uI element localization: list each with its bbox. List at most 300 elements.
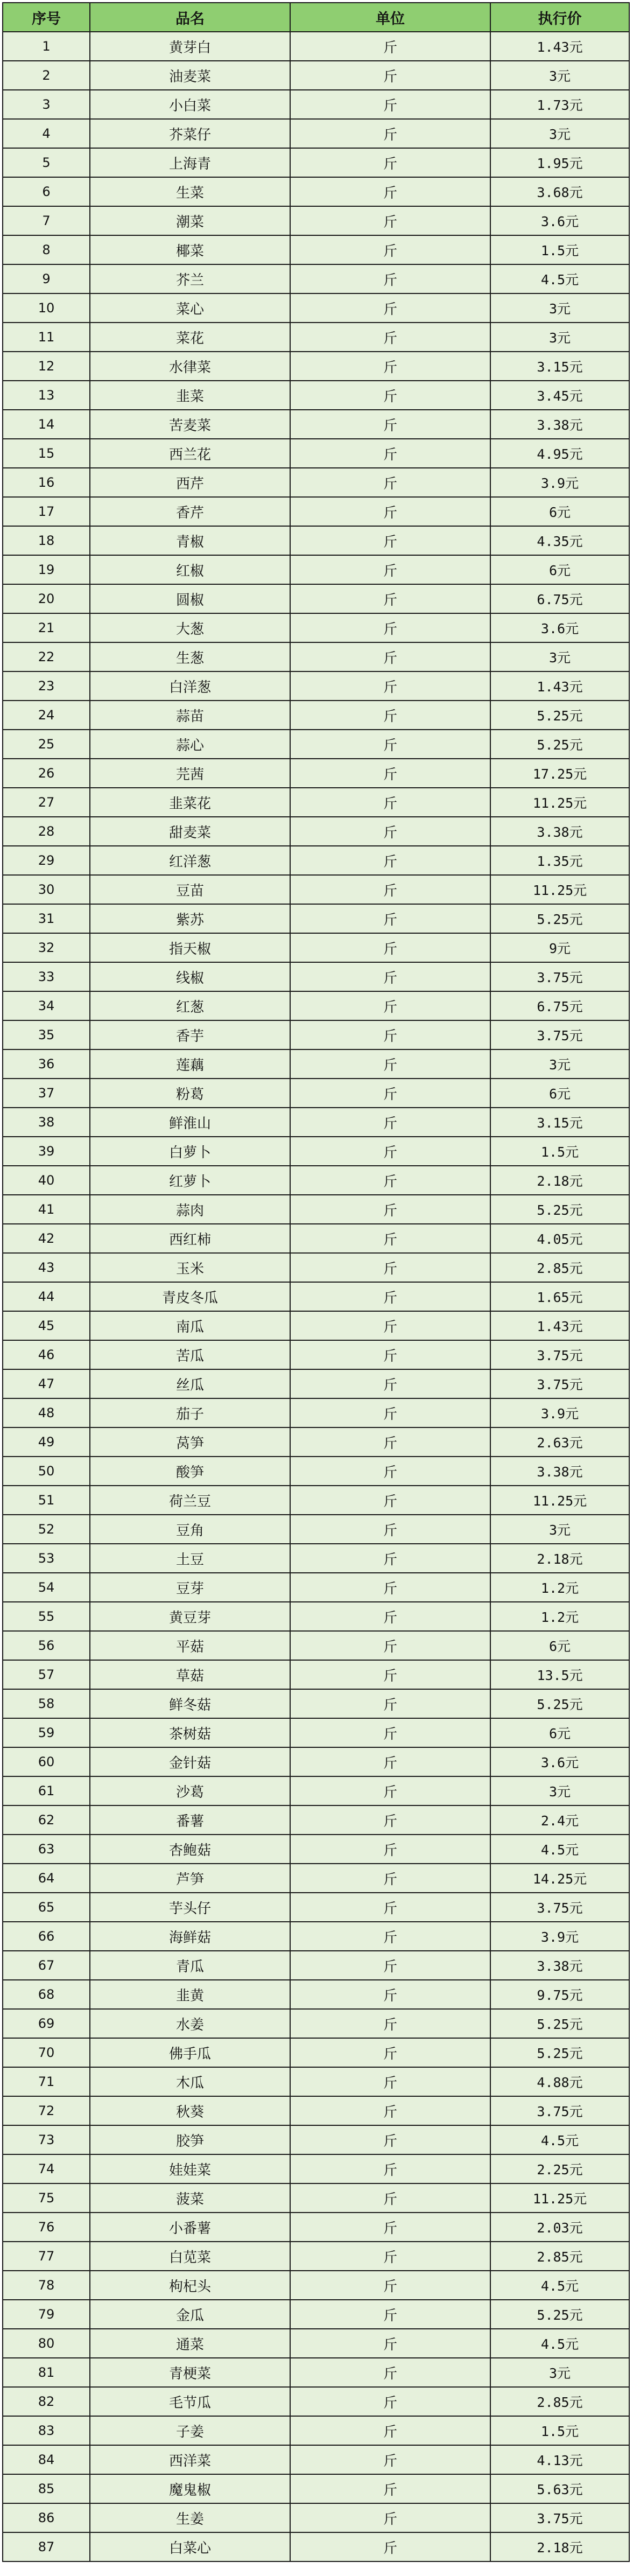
price-table <box>2 2 630 2562</box>
table-row <box>3 264 629 293</box>
row-price-cell: 3元 <box>490 323 629 352</box>
row-index-cell: 58 <box>3 1689 90 1718</box>
row-index-cell: 12 <box>3 352 90 381</box>
row-price-cell: 4.5元 <box>490 1835 629 1864</box>
row-price-cell: 3元 <box>490 119 629 148</box>
row-unit-cell: 斤 <box>290 2183 490 2213</box>
row-index-cell: 70 <box>3 2038 90 2067</box>
row-unit-cell: 斤 <box>290 1515 490 1544</box>
row-price-cell: 6元 <box>490 1631 629 1660</box>
row-index-cell: 40 <box>3 1166 90 1195</box>
row-name-cell: 蒜苗 <box>90 701 290 730</box>
row-index-cell: 44 <box>3 1282 90 1311</box>
row-price-cell: 1.65元 <box>490 1282 629 1311</box>
row-name-cell: 沙葛 <box>90 1776 290 1805</box>
row-name-cell: 红洋葱 <box>90 846 290 875</box>
row-index-cell: 18 <box>3 526 90 555</box>
row-price-cell: 3.75元 <box>490 1340 629 1369</box>
row-index-cell: 81 <box>3 2358 90 2387</box>
table-row <box>3 1166 629 1195</box>
table-row <box>3 1980 629 2009</box>
row-index-cell: 43 <box>3 1253 90 1282</box>
row-index-cell: 51 <box>3 1486 90 1515</box>
table-row <box>3 2329 629 2358</box>
row-index-cell: 78 <box>3 2271 90 2300</box>
header-name: 品名 <box>90 3 290 32</box>
row-unit-cell: 斤 <box>290 2387 490 2416</box>
row-index-cell: 9 <box>3 264 90 293</box>
row-name-cell: 粉葛 <box>90 1079 290 1108</box>
row-unit-cell: 斤 <box>290 439 490 468</box>
row-unit-cell: 斤 <box>290 1689 490 1718</box>
row-name-cell: 黄豆芽 <box>90 1602 290 1631</box>
row-unit-cell: 斤 <box>290 90 490 119</box>
price-sheet <box>2 2 630 2562</box>
row-name-cell: 蒜肉 <box>90 1195 290 1224</box>
row-price-cell: 3.38元 <box>490 410 629 439</box>
row-price-cell: 2.63元 <box>490 1427 629 1457</box>
row-unit-cell: 斤 <box>290 584 490 613</box>
row-unit-cell: 斤 <box>290 1805 490 1835</box>
row-price-cell: 3.45元 <box>490 381 629 410</box>
row-unit-cell: 斤 <box>290 991 490 1020</box>
row-unit-cell: 斤 <box>290 933 490 962</box>
row-name-cell: 生姜 <box>90 2503 290 2532</box>
table-row <box>3 1747 629 1776</box>
table-row <box>3 119 629 148</box>
table-row <box>3 555 629 584</box>
row-price-cell: 3.38元 <box>490 817 629 846</box>
header-index: 序号 <box>3 3 90 32</box>
row-index-cell: 75 <box>3 2183 90 2213</box>
row-name-cell: 木瓜 <box>90 2067 290 2096</box>
row-price-cell: 5.25元 <box>490 904 629 933</box>
row-price-cell: 11.25元 <box>490 788 629 817</box>
table-row <box>3 642 629 671</box>
row-unit-cell: 斤 <box>290 1747 490 1776</box>
row-price-cell: 3.38元 <box>490 1457 629 1486</box>
row-unit-cell: 斤 <box>290 788 490 817</box>
row-name-cell: 丝瓜 <box>90 1369 290 1398</box>
table-row <box>3 1660 629 1689</box>
row-unit-cell: 斤 <box>290 2213 490 2242</box>
row-price-cell: 11.25元 <box>490 2183 629 2213</box>
row-name-cell: 土豆 <box>90 1544 290 1573</box>
row-unit-cell: 斤 <box>290 1893 490 1922</box>
row-price-cell: 3元 <box>490 2358 629 2387</box>
row-unit-cell: 斤 <box>290 1573 490 1602</box>
table-row <box>3 1893 629 1922</box>
table-row <box>3 2009 629 2038</box>
row-unit-cell: 斤 <box>290 235 490 264</box>
table-row <box>3 962 629 991</box>
row-unit-cell: 斤 <box>290 1079 490 1108</box>
row-name-cell: 菜心 <box>90 293 290 323</box>
row-index-cell: 38 <box>3 1108 90 1137</box>
row-unit-cell: 斤 <box>290 613 490 642</box>
row-unit-cell: 斤 <box>290 1660 490 1689</box>
row-name-cell: 胶笋 <box>90 2125 290 2154</box>
table-row <box>3 1020 629 1049</box>
table-row <box>3 1573 629 1602</box>
row-unit-cell: 斤 <box>290 759 490 788</box>
row-price-cell: 1.43元 <box>490 671 629 701</box>
table-row <box>3 613 629 642</box>
row-index-cell: 25 <box>3 730 90 759</box>
table-row <box>3 1049 629 1079</box>
row-index-cell: 32 <box>3 933 90 962</box>
row-unit-cell: 斤 <box>290 2154 490 2183</box>
table-row <box>3 1079 629 1108</box>
table-row <box>3 2416 629 2445</box>
row-name-cell: 苦麦菜 <box>90 410 290 439</box>
row-price-cell: 5.25元 <box>490 1689 629 1718</box>
table-row <box>3 991 629 1020</box>
row-price-cell: 6元 <box>490 1079 629 1108</box>
row-name-cell: 佛手瓜 <box>90 2038 290 2067</box>
table-row <box>3 671 629 701</box>
row-unit-cell: 斤 <box>290 1544 490 1573</box>
row-unit-cell: 斤 <box>290 2067 490 2096</box>
row-name-cell: 子姜 <box>90 2416 290 2445</box>
row-name-cell: 豆角 <box>90 1515 290 1544</box>
row-name-cell: 圆椒 <box>90 584 290 613</box>
row-price-cell: 2.18元 <box>490 2532 629 2561</box>
row-name-cell: 甜麦菜 <box>90 817 290 846</box>
table-row <box>3 1108 629 1137</box>
row-name-cell: 金瓜 <box>90 2300 290 2329</box>
row-unit-cell: 斤 <box>290 2329 490 2358</box>
row-price-cell: 1.43元 <box>490 1311 629 1340</box>
table-row <box>3 206 629 235</box>
row-price-cell: 3.6元 <box>490 613 629 642</box>
row-index-cell: 87 <box>3 2532 90 2561</box>
row-price-cell: 2.25元 <box>490 2154 629 2183</box>
row-unit-cell: 斤 <box>290 1427 490 1457</box>
row-price-cell: 5.25元 <box>490 2009 629 2038</box>
row-unit-cell: 斤 <box>290 1776 490 1805</box>
row-name-cell: 韭菜花 <box>90 788 290 817</box>
row-index-cell: 3 <box>3 90 90 119</box>
row-name-cell: 椰菜 <box>90 235 290 264</box>
row-unit-cell: 斤 <box>290 526 490 555</box>
row-unit-cell: 斤 <box>290 1253 490 1282</box>
row-unit-cell: 斤 <box>290 61 490 90</box>
row-unit-cell: 斤 <box>290 2242 490 2271</box>
row-name-cell: 平菇 <box>90 1631 290 1660</box>
table-row <box>3 2125 629 2154</box>
row-index-cell: 85 <box>3 2474 90 2503</box>
row-name-cell: 水律菜 <box>90 352 290 381</box>
row-index-cell: 11 <box>3 323 90 352</box>
row-index-cell: 37 <box>3 1079 90 1108</box>
table-row <box>3 2038 629 2067</box>
row-name-cell: 韭黄 <box>90 1980 290 2009</box>
row-unit-cell: 斤 <box>290 2009 490 2038</box>
row-index-cell: 17 <box>3 497 90 526</box>
row-unit-cell: 斤 <box>290 177 490 206</box>
row-name-cell: 菜花 <box>90 323 290 352</box>
table-row <box>3 1864 629 1893</box>
row-index-cell: 48 <box>3 1398 90 1427</box>
row-name-cell: 豆芽 <box>90 1573 290 1602</box>
row-unit-cell: 斤 <box>290 817 490 846</box>
row-unit-cell: 斤 <box>290 1020 490 1049</box>
row-index-cell: 13 <box>3 381 90 410</box>
row-index-cell: 46 <box>3 1340 90 1369</box>
row-index-cell: 50 <box>3 1457 90 1486</box>
row-name-cell: 青椒 <box>90 526 290 555</box>
header-price: 执行价 <box>490 3 629 32</box>
row-index-cell: 1 <box>3 32 90 61</box>
row-price-cell: 9元 <box>490 933 629 962</box>
row-unit-cell: 斤 <box>290 323 490 352</box>
row-name-cell: 茄子 <box>90 1398 290 1427</box>
row-unit-cell: 斤 <box>290 2532 490 2561</box>
row-price-cell: 6.75元 <box>490 991 629 1020</box>
row-unit-cell: 斤 <box>290 1602 490 1631</box>
row-unit-cell: 斤 <box>290 1951 490 1980</box>
row-name-cell: 白洋葱 <box>90 671 290 701</box>
row-index-cell: 84 <box>3 2445 90 2474</box>
row-index-cell: 28 <box>3 817 90 846</box>
row-name-cell: 芦笋 <box>90 1864 290 1893</box>
table-row <box>3 90 629 119</box>
table-row <box>3 1427 629 1457</box>
table-row <box>3 439 629 468</box>
row-index-cell: 22 <box>3 642 90 671</box>
table-row <box>3 584 629 613</box>
row-price-cell: 3元 <box>490 1049 629 1079</box>
table-row <box>3 2532 629 2561</box>
row-price-cell: 2.18元 <box>490 1166 629 1195</box>
row-index-cell: 15 <box>3 439 90 468</box>
row-unit-cell: 斤 <box>290 1166 490 1195</box>
row-index-cell: 76 <box>3 2213 90 2242</box>
table-row <box>3 1224 629 1253</box>
table-row <box>3 2474 629 2503</box>
row-name-cell: 草菇 <box>90 1660 290 1689</box>
row-index-cell: 21 <box>3 613 90 642</box>
row-unit-cell: 斤 <box>290 1398 490 1427</box>
row-price-cell: 1.95元 <box>490 148 629 177</box>
row-name-cell: 毛节瓜 <box>90 2387 290 2416</box>
row-index-cell: 55 <box>3 1602 90 1631</box>
table-row <box>3 1515 629 1544</box>
row-index-cell: 5 <box>3 148 90 177</box>
row-name-cell: 青皮冬瓜 <box>90 1282 290 1311</box>
table-row <box>3 2387 629 2416</box>
row-price-cell: 4.5元 <box>490 2329 629 2358</box>
row-unit-cell: 斤 <box>290 2474 490 2503</box>
row-index-cell: 45 <box>3 1311 90 1340</box>
table-row <box>3 2503 629 2532</box>
row-unit-cell: 斤 <box>290 1369 490 1398</box>
table-row <box>3 817 629 846</box>
row-price-cell: 11.25元 <box>490 1486 629 1515</box>
row-price-cell: 5.25元 <box>490 730 629 759</box>
row-unit-cell: 斤 <box>290 32 490 61</box>
row-price-cell: 1.35元 <box>490 846 629 875</box>
row-price-cell: 5.63元 <box>490 2474 629 2503</box>
table-row <box>3 1457 629 1486</box>
row-unit-cell: 斤 <box>290 1311 490 1340</box>
row-price-cell: 4.5元 <box>490 264 629 293</box>
table-row <box>3 468 629 497</box>
row-unit-cell: 斤 <box>290 264 490 293</box>
table-row <box>3 1137 629 1166</box>
row-index-cell: 68 <box>3 1980 90 2009</box>
row-index-cell: 74 <box>3 2154 90 2183</box>
table-row <box>3 933 629 962</box>
table-row <box>3 2067 629 2096</box>
table-row <box>3 2183 629 2213</box>
table-row <box>3 1195 629 1224</box>
row-index-cell: 8 <box>3 235 90 264</box>
row-unit-cell: 斤 <box>290 962 490 991</box>
row-unit-cell: 斤 <box>290 1718 490 1747</box>
table-row <box>3 2271 629 2300</box>
row-index-cell: 86 <box>3 2503 90 2532</box>
row-index-cell: 56 <box>3 1631 90 1660</box>
header-unit: 单位 <box>290 3 490 32</box>
row-unit-cell: 斤 <box>290 148 490 177</box>
row-name-cell: 蒜心 <box>90 730 290 759</box>
row-unit-cell: 斤 <box>290 352 490 381</box>
table-row <box>3 32 629 61</box>
table-row <box>3 1718 629 1747</box>
row-index-cell: 2 <box>3 61 90 90</box>
row-index-cell: 60 <box>3 1747 90 1776</box>
row-price-cell: 4.35元 <box>490 526 629 555</box>
row-price-cell: 9.75元 <box>490 1980 629 2009</box>
row-name-cell: 金针菇 <box>90 1747 290 1776</box>
table-row <box>3 1369 629 1398</box>
row-index-cell: 33 <box>3 962 90 991</box>
row-name-cell: 香芹 <box>90 497 290 526</box>
table-row <box>3 2358 629 2387</box>
row-name-cell: 莴笋 <box>90 1427 290 1457</box>
row-index-cell: 10 <box>3 293 90 323</box>
table-row <box>3 904 629 933</box>
row-price-cell: 6.75元 <box>490 584 629 613</box>
row-name-cell: 指天椒 <box>90 933 290 962</box>
table-row <box>3 1486 629 1515</box>
table-row <box>3 1253 629 1282</box>
table-row <box>3 2154 629 2183</box>
row-unit-cell: 斤 <box>290 1980 490 2009</box>
row-name-cell: 小白菜 <box>90 90 290 119</box>
row-price-cell: 17.25元 <box>490 759 629 788</box>
row-price-cell: 11.25元 <box>490 875 629 904</box>
row-index-cell: 59 <box>3 1718 90 1747</box>
row-price-cell: 1.73元 <box>490 90 629 119</box>
table-row <box>3 352 629 381</box>
row-unit-cell: 斤 <box>290 2125 490 2154</box>
row-unit-cell: 斤 <box>290 1224 490 1253</box>
row-name-cell: 西兰花 <box>90 439 290 468</box>
row-unit-cell: 斤 <box>290 2038 490 2067</box>
table-row <box>3 1398 629 1427</box>
row-index-cell: 66 <box>3 1922 90 1951</box>
table-row <box>3 381 629 410</box>
table-row <box>3 2242 629 2271</box>
row-name-cell: 生菜 <box>90 177 290 206</box>
row-index-cell: 54 <box>3 1573 90 1602</box>
row-index-cell: 14 <box>3 410 90 439</box>
row-price-cell: 5.25元 <box>490 1195 629 1224</box>
row-index-cell: 6 <box>3 177 90 206</box>
row-unit-cell: 斤 <box>290 2096 490 2125</box>
row-index-cell: 31 <box>3 904 90 933</box>
row-price-cell: 3.75元 <box>490 2503 629 2532</box>
row-name-cell: 白菜心 <box>90 2532 290 2561</box>
row-unit-cell: 斤 <box>290 2271 490 2300</box>
row-name-cell: 鲜冬菇 <box>90 1689 290 1718</box>
table-row <box>3 497 629 526</box>
row-name-cell: 玉米 <box>90 1253 290 1282</box>
row-name-cell: 线椒 <box>90 962 290 991</box>
row-unit-cell: 斤 <box>290 2358 490 2387</box>
row-name-cell: 南瓜 <box>90 1311 290 1340</box>
row-name-cell: 苦瓜 <box>90 1340 290 1369</box>
row-unit-cell: 斤 <box>290 2416 490 2445</box>
row-name-cell: 黄芽白 <box>90 32 290 61</box>
row-price-cell: 1.2元 <box>490 1573 629 1602</box>
row-index-cell: 79 <box>3 2300 90 2329</box>
row-index-cell: 29 <box>3 846 90 875</box>
table-row <box>3 1311 629 1340</box>
row-price-cell: 3.68元 <box>490 177 629 206</box>
row-index-cell: 64 <box>3 1864 90 1893</box>
row-name-cell: 西红柿 <box>90 1224 290 1253</box>
row-index-cell: 42 <box>3 1224 90 1253</box>
row-index-cell: 20 <box>3 584 90 613</box>
row-name-cell: 上海青 <box>90 148 290 177</box>
row-name-cell: 青梗菜 <box>90 2358 290 2387</box>
row-price-cell: 3元 <box>490 642 629 671</box>
row-unit-cell: 斤 <box>290 1340 490 1369</box>
row-index-cell: 73 <box>3 2125 90 2154</box>
row-name-cell: 油麦菜 <box>90 61 290 90</box>
row-price-cell: 1.43元 <box>490 32 629 61</box>
row-price-cell: 4.13元 <box>490 2445 629 2474</box>
row-name-cell: 芥兰 <box>90 264 290 293</box>
row-index-cell: 34 <box>3 991 90 1020</box>
row-name-cell: 通菜 <box>90 2329 290 2358</box>
table-row <box>3 323 629 352</box>
row-name-cell: 杏鲍菇 <box>90 1835 290 1864</box>
row-unit-cell: 斤 <box>290 671 490 701</box>
row-price-cell: 3.6元 <box>490 206 629 235</box>
row-unit-cell: 斤 <box>290 293 490 323</box>
row-name-cell: 枸杞头 <box>90 2271 290 2300</box>
table-row <box>3 1951 629 1980</box>
row-unit-cell: 斤 <box>290 497 490 526</box>
row-unit-cell: 斤 <box>290 1835 490 1864</box>
row-index-cell: 30 <box>3 875 90 904</box>
table-row <box>3 846 629 875</box>
table-row <box>3 875 629 904</box>
row-index-cell: 39 <box>3 1137 90 1166</box>
row-index-cell: 26 <box>3 759 90 788</box>
row-price-cell: 3.75元 <box>490 1893 629 1922</box>
row-price-cell: 1.5元 <box>490 2416 629 2445</box>
row-name-cell: 西芹 <box>90 468 290 497</box>
table-row <box>3 1282 629 1311</box>
row-name-cell: 芋头仔 <box>90 1893 290 1922</box>
row-index-cell: 62 <box>3 1805 90 1835</box>
